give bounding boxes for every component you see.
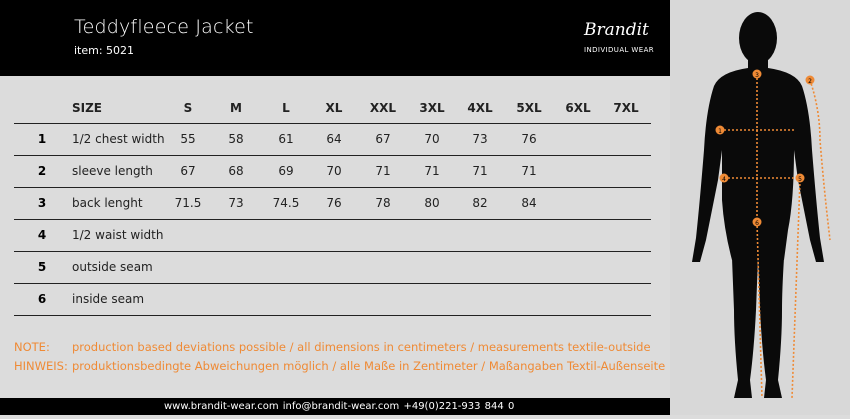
table-body [14,124,651,316]
marker-label: 1 [718,128,722,135]
table-row [14,220,651,252]
measurement-value: 67 [180,164,196,178]
measurement-value: 71.5 [174,196,202,210]
measurement-label: inside seam [72,292,145,306]
measurement-label: 1/2 waist width [72,228,164,242]
measurement-label: sleeve length [72,164,153,178]
measurement-value: 76 [326,196,342,210]
measurement-value: 70 [424,132,440,146]
note-key: HINWEIS: [14,359,68,373]
marker-label: 2 [808,78,812,85]
row-number: 4 [37,228,47,242]
measurement-value: 61 [278,132,294,146]
marker-label: 3 [755,72,759,79]
measurement-value: 84 [521,196,537,210]
marker-label: 4 [722,176,726,183]
table-row [14,188,651,220]
measurement-value: 58 [228,132,244,146]
measurement-value: 78 [375,196,391,210]
row-number: 3 [37,196,47,210]
measurement-value: 71 [472,164,488,178]
row-number: 5 [37,260,47,274]
note-text: production based deviations possible / all dimensions in centimeters / measurements textile-outside [72,340,651,354]
size-table [14,96,651,316]
measurement-value: 68 [228,164,244,178]
measurement-figure-panel [670,0,850,415]
measurement-value: 67 [375,132,391,146]
measurement-value: 73 [228,196,244,210]
measurement-value: 64 [326,132,342,146]
notes-section [14,338,665,376]
row-number: 2 [37,164,47,178]
contact-info: www.brandit-wear.com info@brandit-wear.com +49(0)221-933 844 0 [164,401,515,412]
size-column-header: XXL [369,101,397,115]
note-text: produktionsbedingte Abweichungen möglich / alle Maße in Zentimeter / Maßangaben Textil-Außenseite [72,359,666,373]
size-column-header: 5XL [516,101,542,115]
measurement-label: back lenght [72,196,143,210]
measurement-label: 1/2 chest width [72,132,165,146]
note-line-en [14,338,665,357]
measurement-value: 76 [521,132,537,146]
row-number: 6 [37,292,47,306]
size-column-header: L [282,101,290,115]
brand-logo: Brandit [584,20,649,40]
measurement-value: 73 [472,132,488,146]
table-row [14,284,651,316]
note-key: NOTE: [14,340,50,354]
measurement-value: 69 [278,164,294,178]
size-column-header: M [230,101,242,115]
row-number: 1 [37,132,47,146]
header-bar [0,0,670,76]
note-line-de [14,357,665,376]
marker-label: 6 [755,220,759,227]
product-title: Teddyfleece Jacket [74,16,254,38]
measurement-label: outside seam [72,260,153,274]
marker-label: 5 [798,176,802,183]
size-column-header: 4XL [467,101,493,115]
size-header: SIZE [72,101,103,115]
measurement-value: 82 [472,196,488,210]
table-header-row [14,96,651,124]
table-row [14,252,651,284]
measurement-value: 71 [424,164,440,178]
measurement-value: 74.5 [272,196,300,210]
footer-bar [0,398,670,415]
size-column-header: 6XL [565,101,591,115]
size-column-header: 3XL [419,101,445,115]
table-row [14,156,651,188]
item-number: item: 5021 [74,44,135,57]
measurement-value: 80 [424,196,440,210]
size-column-header: XL [325,101,343,115]
measurement-value: 70 [326,164,342,178]
brand-tagline: INDIVIDUAL WEAR [584,46,655,54]
measurement-value: 55 [180,132,196,146]
table-row [14,124,651,156]
body-silhouette-figure [670,0,850,415]
size-column-header: 7XL [613,101,639,115]
measurement-value: 71 [521,164,537,178]
measurement-value: 71 [375,164,391,178]
size-column-header: S [183,101,193,115]
